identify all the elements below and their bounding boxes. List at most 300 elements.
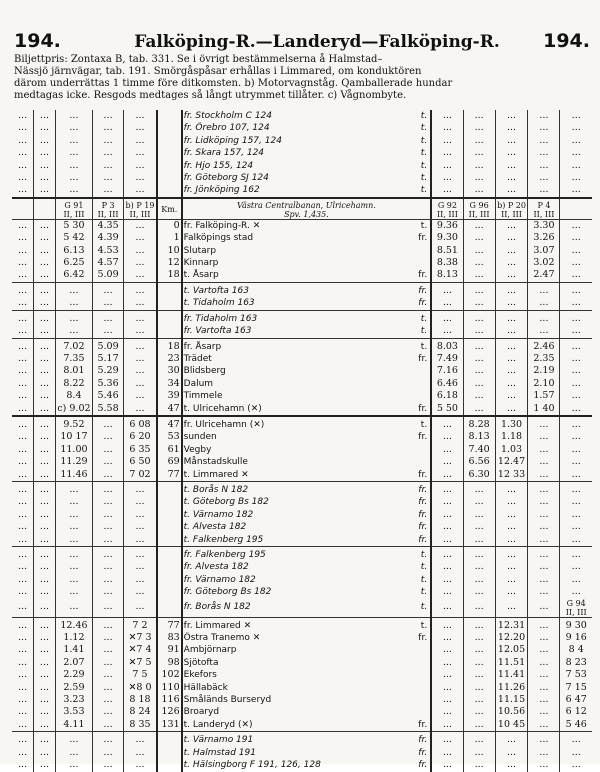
time-cell: ...: [34, 706, 56, 718]
time-cell: ...: [431, 719, 463, 732]
time-cell: ...: [528, 509, 560, 521]
time-cell: ...: [18, 352, 28, 364]
station-cell: [182, 706, 432, 718]
time-cell: ...: [560, 456, 592, 468]
station-name: fr. Alvesta 182: [183, 562, 249, 573]
time-cell: ✕8 0: [124, 682, 157, 694]
time-cell: ...: [463, 353, 495, 365]
station-cell: [182, 586, 432, 598]
station-direction: fr.: [418, 233, 428, 244]
time-cell: 1.03: [495, 444, 528, 456]
time-cell: ...: [93, 484, 124, 496]
time-cell: 7 2: [124, 620, 157, 632]
time-cell: ...: [431, 759, 463, 771]
station-name: fr. Värnamo 182: [183, 574, 256, 585]
station-name: t. Halmstad 191: [183, 747, 256, 758]
time-cell: ...: [124, 110, 157, 122]
km-cell: 77: [157, 620, 182, 632]
time-cell: ...: [560, 419, 592, 431]
time-cell: ...: [495, 390, 528, 402]
time-cell: ...: [18, 325, 28, 337]
time-cell: 4.53: [93, 245, 124, 257]
time-cell: ...: [431, 620, 463, 632]
station-row: [12, 378, 592, 390]
time-cell: ...: [18, 244, 28, 256]
time-cell: ...: [55, 534, 92, 547]
time-cell: ...: [431, 122, 463, 134]
time-cell: ...: [431, 172, 463, 184]
time-cell: ...: [463, 620, 495, 632]
column-header: b) P 19 II, III: [124, 201, 157, 220]
station-cell: [182, 419, 432, 431]
time-cell: ...: [560, 257, 592, 269]
station-name: t. Hälsingborg F 191, 126, 128: [183, 760, 321, 771]
time-cell: ...: [495, 378, 528, 390]
time-cell: ...: [93, 431, 124, 443]
station-direction: fr.: [418, 432, 428, 443]
station-name: Vegby: [183, 444, 212, 455]
time-cell: ...: [55, 759, 92, 771]
time-cell: ...: [55, 147, 92, 159]
time-cell: 3.30: [528, 219, 560, 232]
connection-row: [12, 147, 592, 159]
station-name: Broaryd: [183, 707, 220, 718]
station-direction: t.: [420, 326, 428, 337]
station-name: Hällabäck: [183, 682, 228, 693]
time-cell: ...: [528, 599, 560, 618]
station-cell: [182, 232, 432, 244]
time-cell: ...: [18, 619, 28, 631]
km-cell: 0: [157, 219, 182, 232]
time-cell: 6 50: [124, 456, 157, 468]
time-cell: 11.46: [55, 469, 92, 482]
time-cell: ...: [528, 484, 560, 496]
time-cell: 4.35: [93, 219, 124, 232]
station-row: [12, 403, 592, 416]
station-direction: fr.: [418, 760, 428, 771]
connection-row: [12, 574, 592, 586]
station-name: fr. Göteborg Bs 182: [183, 587, 272, 598]
time-cell: 8.13: [431, 269, 463, 282]
time-cell: ...: [124, 378, 157, 390]
connection-row: [12, 135, 592, 147]
km-header: Km.: [157, 201, 182, 220]
time-cell: ...: [463, 509, 495, 521]
time-cell: ...: [93, 444, 124, 456]
time-cell: ...: [124, 484, 157, 496]
time-cell: 5.58: [93, 403, 124, 416]
time-cell: ...: [34, 232, 56, 244]
time-cell: ...: [34, 378, 56, 390]
km-cell: [157, 285, 182, 297]
time-cell: ...: [495, 172, 528, 184]
station-cell: [182, 759, 432, 771]
time-cell: 6 20: [124, 431, 157, 443]
km-cell: 131: [157, 719, 182, 732]
time-cell: ...: [124, 285, 157, 297]
time-cell: ...: [34, 599, 56, 618]
time-cell: ...: [55, 521, 92, 533]
time-cell: ...: [34, 147, 56, 159]
time-cell: ...: [495, 269, 528, 282]
station-row: [12, 365, 592, 377]
time-cell: ...: [124, 586, 157, 598]
time-cell: ...: [495, 509, 528, 521]
time-cell: 4.39: [93, 232, 124, 244]
time-cell: ...: [431, 160, 463, 172]
time-cell: ...: [495, 496, 528, 508]
time-cell: ...: [55, 574, 92, 586]
time-cell: ...: [34, 160, 56, 172]
km-cell: [157, 147, 182, 159]
time-cell: 12.05: [495, 644, 528, 656]
connection-row: [12, 122, 592, 134]
time-cell: ...: [463, 313, 495, 325]
time-cell: ...: [431, 747, 463, 759]
time-cell: ...: [93, 285, 124, 297]
station-direction: fr.: [418, 298, 428, 309]
time-cell: 5.17: [93, 353, 124, 365]
time-cell: ...: [463, 657, 495, 669]
station-name: fr. Falkenberg 195: [183, 550, 266, 560]
station-direction: fr.: [418, 484, 428, 495]
station-row: [12, 632, 592, 644]
column-header: G 91 II, III: [55, 201, 92, 220]
time-cell: ...: [463, 245, 495, 257]
time-cell: 5.36: [93, 378, 124, 390]
time-cell: 5 50: [431, 403, 463, 416]
time-cell: ...: [18, 312, 28, 324]
time-cell: ...: [560, 496, 592, 508]
time-cell: ...: [528, 561, 560, 573]
time-cell: ...: [495, 325, 528, 338]
time-cell: ...: [34, 496, 56, 508]
time-cell: 9 30: [560, 620, 592, 632]
time-cell: ...: [431, 313, 463, 325]
time-cell: ...: [124, 353, 157, 365]
km-cell: 102: [157, 669, 182, 681]
time-cell: ...: [34, 172, 56, 184]
connection-row: [12, 586, 592, 598]
time-cell: 5.29: [93, 365, 124, 377]
time-cell: ...: [93, 496, 124, 508]
time-cell: ...: [18, 147, 28, 159]
station-name: fr. Göteborg SJ 124: [183, 173, 269, 184]
time-cell: 6 08: [124, 419, 157, 431]
time-cell: ...: [34, 682, 56, 694]
station-direction: fr.: [418, 534, 428, 545]
time-cell: ...: [495, 586, 528, 598]
time-cell: ...: [528, 549, 560, 561]
time-cell: ...: [528, 135, 560, 147]
time-cell: ...: [93, 549, 124, 561]
time-cell: ...: [18, 734, 28, 746]
time-cell: 7.40: [463, 444, 495, 456]
time-cell: 6.46: [431, 378, 463, 390]
station-cell: [182, 257, 432, 269]
time-cell: ...: [55, 747, 92, 759]
station-cell: [182, 444, 432, 456]
time-cell: ...: [124, 534, 157, 547]
time-cell: ...: [528, 620, 560, 632]
time-cell: 8 35: [124, 719, 157, 732]
time-cell: c) 9.02: [55, 403, 92, 416]
km-cell: 18: [157, 341, 182, 353]
km-cell: 47: [157, 403, 182, 416]
time-cell: ...: [431, 561, 463, 573]
time-cell: ...: [560, 297, 592, 310]
station-name: fr. Lidköping 157, 124: [183, 135, 282, 146]
station-name: t. Ulricehamn (✕): [183, 403, 262, 414]
station-direction: t.: [420, 587, 428, 598]
time-cell: ...: [431, 706, 463, 718]
time-cell: ...: [18, 483, 28, 495]
connection-row: [12, 297, 592, 310]
station-name: fr. Hjo 155, 124: [183, 160, 254, 171]
time-cell: ...: [560, 734, 592, 746]
time-cell: ...: [55, 122, 92, 134]
connection-row: [12, 549, 592, 561]
connection-row: [12, 496, 592, 508]
time-cell: 8.4: [55, 390, 92, 402]
station-name: t. Göteborg Bs 182: [183, 497, 269, 508]
time-cell: 8 18: [124, 694, 157, 706]
connection-row: [12, 184, 592, 197]
time-cell: ...: [463, 403, 495, 416]
time-cell: ✕7 3: [124, 632, 157, 644]
time-cell: ...: [560, 160, 592, 172]
table-number-right: 194.: [543, 30, 590, 52]
station-name: Småländs Burseryd: [183, 695, 272, 706]
timetable: [12, 110, 592, 772]
time-cell: 3.02: [528, 257, 560, 269]
time-cell: ...: [93, 759, 124, 771]
time-cell: ...: [34, 734, 56, 746]
time-cell: 3.23: [55, 694, 92, 706]
station-cell: [182, 496, 432, 508]
station-direction: t.: [420, 620, 428, 631]
station-name: fr. Örebro 107, 124: [183, 123, 270, 134]
time-cell: ...: [495, 184, 528, 197]
time-cell: 5.09: [93, 269, 124, 282]
time-cell: ...: [124, 403, 157, 416]
station-row: [12, 456, 592, 468]
time-cell: ...: [431, 586, 463, 598]
station-row: [12, 245, 592, 257]
time-cell: ...: [18, 561, 28, 573]
time-cell: ...: [34, 403, 56, 416]
time-cell: ...: [124, 147, 157, 159]
time-cell: G 94 II, III: [560, 599, 592, 618]
time-cell: ...: [463, 341, 495, 353]
station-cell: [182, 747, 432, 759]
time-cell: ...: [124, 325, 157, 338]
time-cell: ...: [431, 682, 463, 694]
station-direction: fr.: [418, 353, 428, 364]
station-name: fr. Limmared ✕: [183, 620, 252, 631]
time-cell: 6.13: [55, 245, 92, 257]
time-cell: ...: [528, 469, 560, 482]
time-cell: 11.26: [495, 682, 528, 694]
station-direction: fr.: [418, 735, 428, 746]
time-cell: ...: [528, 419, 560, 431]
station-name: Östra Tranemo ✕: [183, 633, 261, 644]
time-cell: ...: [18, 586, 28, 598]
time-cell: ...: [18, 496, 28, 508]
station-name: fr. Stockholm C 124: [183, 111, 272, 121]
time-cell: ...: [431, 285, 463, 297]
time-cell: ...: [124, 759, 157, 771]
time-cell: 1 40: [528, 403, 560, 416]
time-cell: ...: [560, 759, 592, 771]
time-cell: ...: [34, 657, 56, 669]
station-direction: fr.: [418, 285, 428, 296]
time-cell: ...: [431, 484, 463, 496]
time-cell: 10.56: [495, 706, 528, 718]
time-cell: ✕7 5: [124, 657, 157, 669]
time-cell: ...: [560, 172, 592, 184]
km-cell: [157, 172, 182, 184]
time-cell: ...: [463, 160, 495, 172]
time-cell: ...: [560, 378, 592, 390]
km-cell: 61: [157, 444, 182, 456]
time-cell: 6 12: [560, 706, 592, 718]
station-name: Slutarp: [183, 245, 217, 256]
time-cell: ...: [495, 549, 528, 561]
time-cell: 2.19: [528, 365, 560, 377]
station-cell: [182, 184, 432, 197]
time-cell: ...: [431, 297, 463, 310]
time-cell: ...: [560, 325, 592, 338]
time-cell: 7 5: [124, 669, 157, 681]
time-cell: ...: [55, 313, 92, 325]
connection-row: [12, 172, 592, 184]
time-cell: ...: [93, 734, 124, 746]
time-cell: ...: [495, 534, 528, 547]
time-cell: ...: [18, 456, 28, 468]
time-cell: ...: [55, 172, 92, 184]
km-cell: 98: [157, 657, 182, 669]
station-cell: [182, 644, 432, 656]
station-cell: [182, 297, 432, 310]
time-cell: ...: [431, 110, 463, 122]
time-cell: ...: [18, 159, 28, 171]
time-cell: ...: [55, 586, 92, 598]
connection-row: [12, 509, 592, 521]
time-cell: ...: [463, 390, 495, 402]
time-cell: ...: [431, 509, 463, 521]
time-cell: ...: [463, 682, 495, 694]
station-direction: t.: [420, 562, 428, 573]
km-cell: 18: [157, 269, 182, 282]
station-direction: t.: [420, 123, 428, 134]
time-cell: ...: [18, 134, 28, 146]
time-cell: 6.30: [463, 469, 495, 482]
time-cell: ...: [528, 657, 560, 669]
time-cell: 1.30: [495, 419, 528, 431]
connection-row: [12, 160, 592, 172]
time-cell: ...: [463, 269, 495, 282]
time-cell: ...: [495, 561, 528, 573]
time-cell: ...: [124, 257, 157, 269]
time-cell: ...: [463, 734, 495, 746]
time-cell: ...: [528, 285, 560, 297]
time-cell: ...: [463, 257, 495, 269]
time-cell: ...: [528, 325, 560, 338]
station-direction: t.: [420, 574, 428, 585]
time-cell: ...: [34, 644, 56, 656]
time-cell: ...: [560, 534, 592, 547]
time-cell: 4.11: [55, 719, 92, 732]
time-cell: ...: [34, 297, 56, 310]
time-cell: ...: [463, 644, 495, 656]
time-cell: ...: [55, 484, 92, 496]
station-cell: [182, 561, 432, 573]
time-cell: ...: [34, 534, 56, 547]
station-row: [12, 341, 592, 353]
time-cell: ...: [55, 297, 92, 310]
time-cell: ...: [34, 484, 56, 496]
time-cell: ...: [93, 706, 124, 718]
time-cell: ...: [18, 284, 28, 296]
station-cell: [182, 147, 432, 159]
station-cell: [182, 135, 432, 147]
time-cell: ...: [431, 534, 463, 547]
time-cell: ...: [463, 534, 495, 547]
km-cell: [157, 297, 182, 310]
time-cell: ...: [55, 561, 92, 573]
time-cell: ...: [18, 172, 28, 184]
time-cell: 5 42: [55, 232, 92, 244]
time-cell: ...: [18, 468, 28, 480]
time-cell: ...: [34, 365, 56, 377]
km-cell: 77: [157, 469, 182, 482]
time-cell: ...: [560, 184, 592, 197]
time-cell: ...: [463, 135, 495, 147]
time-cell: 12.20: [495, 632, 528, 644]
station-direction: fr.: [418, 270, 428, 281]
time-cell: ...: [528, 682, 560, 694]
time-cell: 11.51: [495, 657, 528, 669]
time-cell: 2.47: [528, 269, 560, 282]
station-cell: [182, 160, 432, 172]
info-line: Biljettpris: Zontaxa B, tab. 331. Se i övrigt bestämmelserna å Halmstad–: [14, 54, 383, 65]
time-cell: 2.35: [528, 353, 560, 365]
time-cell: 2.07: [55, 657, 92, 669]
time-cell: ...: [495, 110, 528, 122]
time-cell: ...: [124, 496, 157, 508]
time-cell: ...: [93, 469, 124, 482]
station-direction: t.: [420, 185, 428, 196]
km-cell: [157, 574, 182, 586]
time-cell: ...: [124, 341, 157, 353]
km-cell: [157, 599, 182, 618]
time-cell: ...: [34, 509, 56, 521]
connection-row: [12, 534, 592, 547]
time-cell: ...: [93, 669, 124, 681]
time-cell: ...: [495, 734, 528, 746]
time-cell: ...: [18, 377, 28, 389]
time-cell: ...: [560, 285, 592, 297]
time-cell: ...: [34, 285, 56, 297]
time-cell: ...: [528, 734, 560, 746]
time-cell: ...: [55, 509, 92, 521]
time-cell: ...: [93, 561, 124, 573]
station-cell: [182, 431, 432, 443]
km-cell: 53: [157, 431, 182, 443]
time-cell: 12 33: [495, 469, 528, 482]
station-direction: t.: [420, 173, 428, 184]
